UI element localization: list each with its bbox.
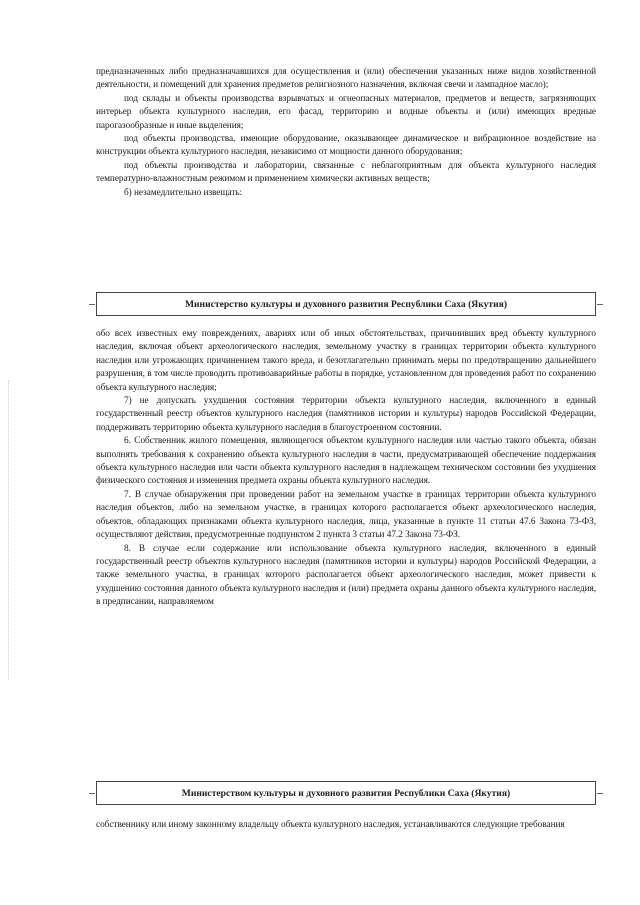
paragraph: 7) не допускать ухудшения состояния территории объекта культурного наследия, включенного в единый государственный реестр объектов культурного наследия (памятников истории и культуры) народов Российской Федерации, поддерживать территорию объекта культурного наследия в благоустроенном состоянии. <box>96 396 596 433</box>
paragraph: б) незамедлительно извещать: <box>124 187 243 198</box>
paragraph: 8. В случае если содержание или использование объекта культурного наследия, включенного в единый государственный реестр объектов культурного наследия (памятников истории и культуры) народов Российской Федерации, а также земельного участка, в границах которого располагается объект археологического наследия, может привести к ухудшению состояния данного объекта культурного наследия и (или) предмета охраны данного объекта культурного наследия, в предписании, направляемом <box>96 543 596 608</box>
ministry-stamp: Министерством культуры и духовного развития Республики Саха (Якутия) <box>96 781 596 805</box>
scan-margin-artifact <box>8 380 11 680</box>
text-block-top <box>96 66 596 200</box>
ministry-stamp: Министерство культуры и духовного развития Республики Саха (Якутия) <box>96 292 596 316</box>
text-block-bottom <box>96 819 596 832</box>
paragraph: под объекты производства и лаборатории, связанные с неблагоприятным для объекта культурного наследия температурно-влажностным режимом и применением химически активных веществ; <box>96 160 596 185</box>
paragraph: собственнику или иному законному владельцу объекта культурного наследия, устанавливаются следующие требования <box>96 820 565 830</box>
paragraph: предназначенных либо предназначавшихся для осуществления и (или) обеспечения указанных ниже видов хозяйственной деятельности, и помещений для хранения предметов религиозного назначения, включая свечи и лампадное масло); <box>96 67 596 91</box>
paragraph: под объекты производства, имеющие оборудование, оказывающее динамическое и вибрационное воздействие на конструкции объекта культурного наследия, независимо от мощности данного оборудования; <box>96 134 596 158</box>
paragraph: 6. Собственник жилого помещения, являющегося объектом культурного наследия или частью такого объекта, обязан выполнять требования к сохранению объекта культурного наследия в части, предусматривающей обеспечение поддержания объекта культурного наследия или части объекта культурного наследия в надлежащем техническом состоянии без ухудшения физического состояния и изменения предмета охраны объекта культурного наследия. <box>96 436 596 487</box>
paragraph: 7. В случае обнаружения при проведении работ на земельном участке в границах территории объекта культурного наследия объектов, либо на земельном участке, в границах которого располагается объект археологического наследия, объектов, обладающих признаками объекта культурного наследия, лица, указанные в пункте 11 статьи 47.6 Закона 73-ФЗ, осуществляют действия, предусмотренные подпунктом 2 пункта 3 статьи 47.2 Закона 73-ФЗ. <box>96 489 596 541</box>
text-block-middle <box>96 328 596 610</box>
paragraph: под склады и объекты производства взрывчатых и огнеопасных материалов, предметов и веществ, загрязняющих интерьер объекта культурного наследия, его фасад, территорию и водные объекты и (или) имеющих вредные парогазообразные и иные выделения; <box>96 93 596 131</box>
paragraph: обо всех известных ему повреждениях, авариях или об иных обстоятельствах, причинивших вред объекту культурного наследия, включая объект археологического наследия, земельному участку в границах территории объекта культурного наследия или угрожающих причинением такого вреда, и безотлагательно принимать меры по предотвращению дальнейшего разрушения, в том числе проводить противоаварийные работы в порядке, установленном для проведения работ по сохранению объекта культурного наследия; <box>96 329 596 393</box>
